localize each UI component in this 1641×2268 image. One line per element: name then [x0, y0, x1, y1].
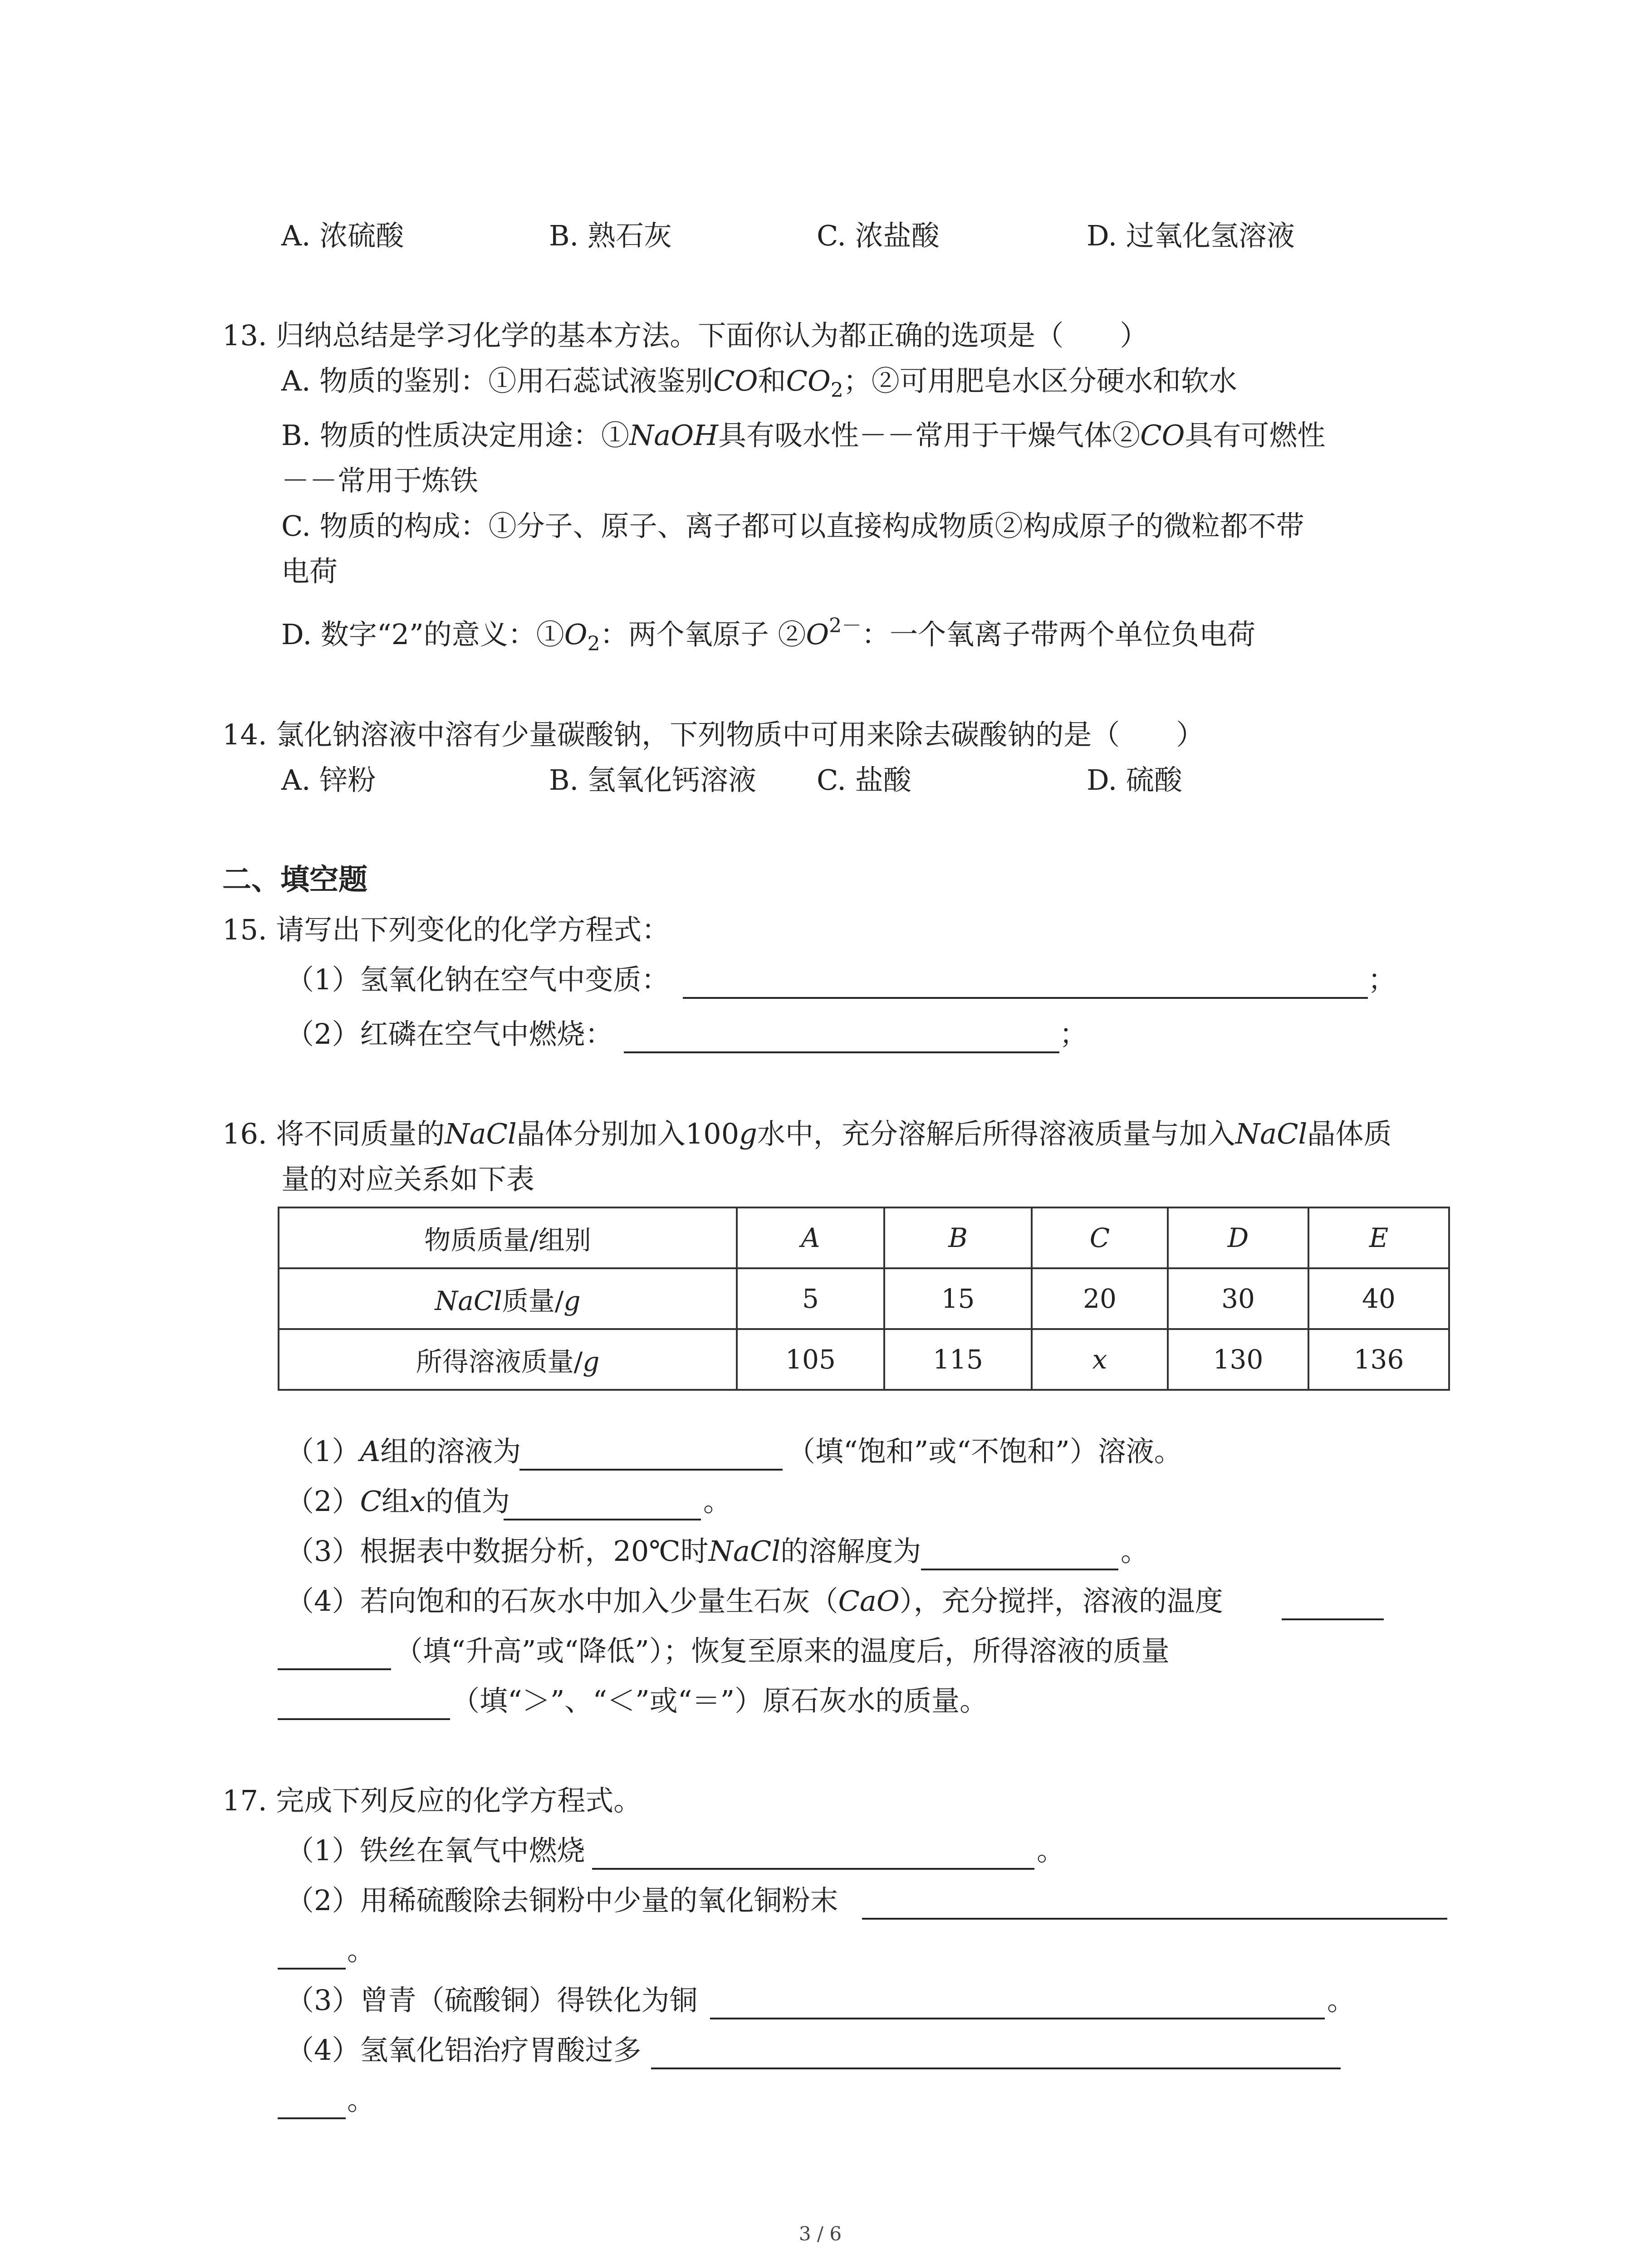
table-row-label: NaCl质量/g: [279, 1268, 737, 1329]
q16-answer-line-2[interactable]: [504, 1519, 701, 1520]
table-cell: 136: [1308, 1329, 1449, 1390]
q13-option-b-line2: －－常用于炼铁: [281, 464, 479, 497]
q16-answer-line-4b[interactable]: [278, 1668, 391, 1670]
q17-answer-line-2b[interactable]: [278, 1968, 346, 1970]
q17-answer-line-4a[interactable]: [651, 2068, 1341, 2069]
q17-part2-end: 。: [347, 1934, 376, 1967]
q14-option-b: B. 氢氧化钙溶液: [549, 763, 756, 797]
q12-option-a: A. 浓硫酸: [281, 219, 404, 252]
q14-option-a: A. 锌粉: [281, 763, 376, 797]
data-table: [278, 1207, 1450, 1391]
q17-answer-line-4b[interactable]: [278, 2117, 346, 2119]
q17-part1: （1）铁丝在氧气中燃烧: [286, 1834, 585, 1867]
table-header-cell: A: [737, 1207, 884, 1268]
q14-option-c: C. 盐酸: [817, 763, 911, 797]
q14-option-d: D. 硫酸: [1087, 763, 1182, 797]
table-header-cell: B: [884, 1207, 1032, 1268]
q17-stem: 17. 完成下列反应的化学方程式。: [222, 1784, 642, 1817]
q15-part1: （1）氢氧化钠在空气中变质：: [286, 963, 670, 996]
q15-part1-end: ；: [1368, 963, 1396, 996]
q12-option-b: B. 熟石灰: [549, 219, 672, 252]
q13-stem: 13. 归纳总结是学习化学的基本方法。下面你认为都正确的选项是（ ）: [222, 319, 1148, 352]
q16-stem-line2: 量的对应关系如下表: [281, 1163, 535, 1196]
q16-part3-end: 。: [1121, 1535, 1149, 1568]
table-cell: 105: [737, 1329, 884, 1390]
q17-part3-end: 。: [1327, 1984, 1356, 2017]
q15-stem: 15. 请写出下列变化的化学方程式：: [222, 913, 670, 946]
q17-part3: （3）曾青（硫酸铜）得铁化为铜: [286, 1984, 698, 2017]
q17-part4-end: 。: [347, 2083, 376, 2116]
q16-answer-line-4a[interactable]: [1282, 1618, 1384, 1620]
table-cell: 130: [1168, 1329, 1308, 1390]
table-cell: 40: [1308, 1268, 1449, 1329]
q16-stem: 16. 将不同质量的NaCl晶体分别加入100g水中，充分溶解后所得溶液质量与加入NaCl晶体质: [222, 1117, 1392, 1150]
q13-option-c-line2: 电荷: [281, 555, 338, 588]
table-cell: 30: [1168, 1268, 1308, 1329]
table-cell: 115: [884, 1329, 1032, 1390]
table-cell: 5: [737, 1268, 884, 1329]
table-cell: 20: [1032, 1268, 1168, 1329]
q13-option-a: A. 物质的鉴别：①用石蕊试液鉴别CO和$CO_2$；②可用肥皂水区分硬水和软水: [281, 364, 1237, 402]
q16-part4: （4）若向饱和的石灰水中加入少量生石灰（CaO），充分搅拌，溶液的温度: [286, 1584, 1223, 1618]
q16-part2: （2）C组x的值为: [286, 1485, 510, 1518]
q16-part1-end: （填“饱和”或“不饱和”）溶液。: [787, 1435, 1182, 1468]
table-header-row: [279, 1207, 1449, 1268]
q17-answer-line-2a[interactable]: [862, 1918, 1447, 1920]
q17-answer-line-3[interactable]: [710, 2018, 1325, 2019]
section-title: 二、填空题: [222, 863, 367, 897]
table-cell: x: [1032, 1329, 1168, 1390]
q12-option-c: C. 浓盐酸: [817, 219, 940, 252]
q17-part4: （4）氢氧化铝治疗胃酸过多: [286, 2033, 642, 2067]
q14-stem: 14. 氯化钠溶液中溶有少量碳酸钠，下列物质中可用来除去碳酸钠的是（ ）: [222, 718, 1205, 751]
table-row-label: 所得溶液质量/g: [279, 1329, 737, 1390]
q12-option-d: D. 过氧化氢溶液: [1087, 219, 1295, 252]
q16-part3: （3）根据表中数据分析，20℃时NaCl的溶解度为: [286, 1535, 921, 1568]
table-row: [279, 1329, 1449, 1390]
q16-part4-line2: （填“升高”或“降低”）；恢复至原来的温度后，所得溶液的质量: [395, 1634, 1170, 1667]
q16-part4-line3: （填“＞”、“＜”或“＝”）原石灰水的质量。: [451, 1684, 988, 1717]
q16-part2-end: 。: [703, 1485, 732, 1518]
q16-answer-line-1[interactable]: [519, 1469, 783, 1471]
page-number: 3 / 6: [798, 2223, 842, 2245]
q16-part1: （1）A组的溶液为: [286, 1435, 521, 1468]
q15-answer-line-1[interactable]: [683, 997, 1368, 999]
q15-part2-end: ；: [1059, 1017, 1088, 1051]
table-header-cell: C: [1032, 1207, 1168, 1268]
q16-answer-line-3[interactable]: [921, 1569, 1118, 1570]
q13-option-d: D. 数字“2”的意义：$①O_2$：两个氧原子 $②O^{2-}$：一个氧离子带两个单位负电荷: [281, 614, 1256, 655]
table-header-cell: E: [1308, 1207, 1449, 1268]
q13-option-c: C. 物质的构成：①分子、原子、离子都可以直接构成物质②构成原子的微粒都不带: [281, 509, 1304, 543]
q16-answer-line-4c[interactable]: [278, 1718, 450, 1720]
q15-answer-line-2[interactable]: [624, 1051, 1059, 1053]
q17-part1-end: 。: [1037, 1834, 1065, 1867]
table-header-cell: 物质质量/组别: [279, 1207, 737, 1268]
table-header-cell: D: [1168, 1207, 1308, 1268]
table-cell: 15: [884, 1268, 1032, 1329]
q17-part2: （2）用稀硫酸除去铜粉中少量的氧化铜粉末: [286, 1884, 838, 1917]
table-row: [279, 1268, 1449, 1329]
q13-option-b: B. 物质的性质决定用途：①NaOH具有吸水性－－常用于干燥气体②CO具有可燃性: [281, 419, 1326, 452]
q17-answer-line-1[interactable]: [592, 1868, 1034, 1870]
q15-part2: （2）红磷在空气中燃烧：: [286, 1017, 613, 1051]
